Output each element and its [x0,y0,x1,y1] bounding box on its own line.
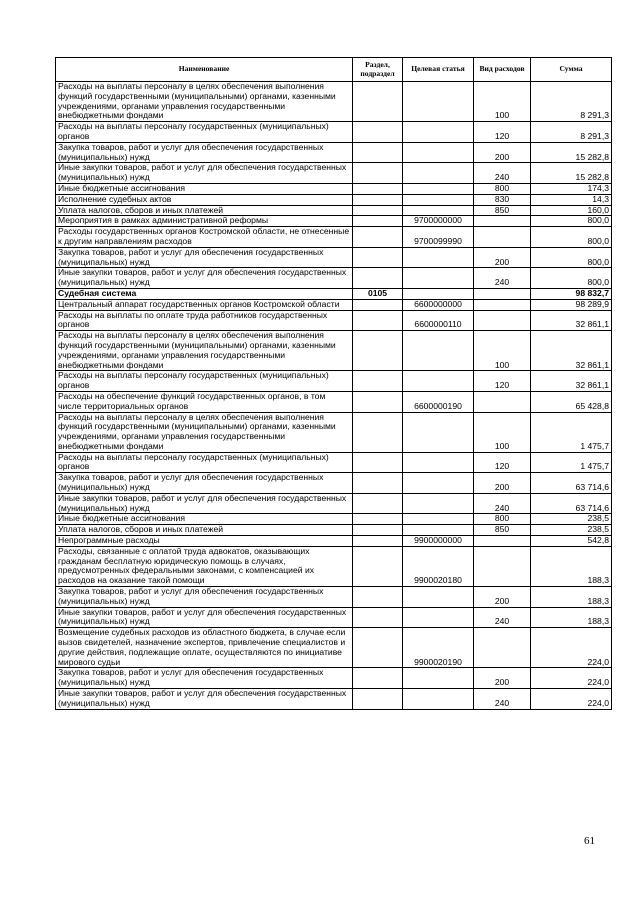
cell-sum: 224,0 [531,668,612,689]
cell-target [403,82,474,122]
cell-sum: 800,0 [531,216,612,227]
cell-target [403,183,474,194]
cell-target [403,288,474,299]
table-row [56,587,612,608]
cell-section [353,546,403,586]
cell-kind: 850 [474,525,531,536]
cell-target [403,163,474,184]
cell-name: Расходы на выплаты персоналу государственных (муниципальных) органов [56,122,353,143]
cell-kind [474,216,531,227]
cell-section [353,689,403,710]
cell-kind: 800 [474,514,531,525]
cell-sum: 65 428,8 [531,391,612,412]
cell-name: Расходы на выплаты персоналу в целях обеспечения выполнения функций государственными (муниципальными) органами, казенными учреждениями, органами управления государственными внебюджетными фондами [56,412,353,452]
cell-kind: 200 [474,247,531,268]
table-row [56,205,612,216]
header-row [56,58,612,82]
header-section: Раздел, подраздел [353,58,403,82]
header-kind: Вид расходов [474,58,531,82]
cell-target [403,142,474,163]
cell-sum: 14,3 [531,194,612,205]
table-row [56,391,612,412]
cell-name: Иные закупки товаров, работ и услуг для обеспечения государственных (муниципальных) нужд [56,607,353,628]
cell-sum: 8 291,3 [531,82,612,122]
table-body [56,82,612,710]
cell-kind: 240 [474,607,531,628]
cell-name: Судебная система [56,288,353,299]
cell-kind [474,546,531,586]
cell-section [353,194,403,205]
cell-kind: 200 [474,587,531,608]
cell-kind [474,310,531,331]
table-row [56,194,612,205]
cell-sum: 224,0 [531,628,612,668]
cell-sum: 98 832,7 [531,288,612,299]
cell-name: Иные бюджетные ассигнования [56,183,353,194]
cell-kind: 240 [474,163,531,184]
cell-name: Закупка товаров, работ и услуг для обеспечения государственных (муниципальных) нужд [56,587,353,608]
table-row [56,668,612,689]
cell-name: Расходы на выплаты персоналу государственных (муниципальных) органов [56,452,353,473]
cell-kind: 850 [474,205,531,216]
cell-sum: 1 475,7 [531,412,612,452]
cell-target: 9900000000 [403,536,474,547]
cell-kind [474,288,531,299]
table-row [56,514,612,525]
cell-sum: 542,8 [531,536,612,547]
cell-target [403,689,474,710]
cell-sum: 160,0 [531,205,612,216]
cell-sum: 174,3 [531,183,612,194]
cell-section [353,493,403,514]
cell-target [403,525,474,536]
cell-name: Уплата налогов, сборов и иных платежей [56,525,353,536]
cell-sum: 63 714,6 [531,473,612,494]
cell-name: Непрограммные расходы [56,536,353,547]
cell-kind [474,536,531,547]
cell-name: Закупка товаров, работ и услуг для обеспечения государственных (муниципальных) нужд [56,668,353,689]
table-row [56,288,612,299]
cell-target [403,247,474,268]
cell-target [403,205,474,216]
cell-kind [474,391,531,412]
cell-section [353,331,403,371]
cell-sum: 238,5 [531,514,612,525]
cell-name: Закупка товаров, работ и услуг для обеспечения государственных (муниципальных) нужд [56,247,353,268]
cell-target [403,607,474,628]
cell-kind [474,299,531,310]
cell-name: Иные закупки товаров, работ и услуг для обеспечения государственных (муниципальных) нужд [56,163,353,184]
cell-kind: 100 [474,412,531,452]
cell-sum: 15 282,8 [531,163,612,184]
cell-sum: 15 282,8 [531,142,612,163]
cell-name: Иные закупки товаров, работ и услуг для обеспечения государственных (муниципальных) нужд [56,493,353,514]
page-number: 61 [584,835,595,847]
cell-kind: 800 [474,183,531,194]
cell-target [403,668,474,689]
cell-kind: 120 [474,122,531,143]
cell-target [403,194,474,205]
cell-sum: 32 861,1 [531,371,612,392]
cell-section [353,247,403,268]
cell-name: Расходы на обеспечение функций государственных органов, в том числе территориальных органов [56,391,353,412]
cell-section [353,371,403,392]
cell-kind: 240 [474,268,531,289]
cell-target [403,371,474,392]
cell-sum: 8 291,3 [531,122,612,143]
cell-kind: 240 [474,493,531,514]
cell-kind [474,628,531,668]
cell-section [353,268,403,289]
cell-section [353,668,403,689]
cell-section [353,163,403,184]
cell-section [353,82,403,122]
cell-section [353,607,403,628]
cell-target: 6600000000 [403,299,474,310]
cell-target [403,493,474,514]
table-row [56,689,612,710]
table-row [56,183,612,194]
cell-sum: 188,3 [531,587,612,608]
cell-target: 6600000190 [403,391,474,412]
cell-section [353,310,403,331]
cell-name: Расходы государственных органов Костромской области, не отнесенные к другим направлениям расходов [56,227,353,248]
table-row [56,607,612,628]
cell-kind: 100 [474,331,531,371]
cell-sum: 188,3 [531,607,612,628]
cell-name: Уплата налогов, сборов и иных платежей [56,205,353,216]
cell-section [353,122,403,143]
cell-section [353,473,403,494]
table-row [56,227,612,248]
cell-name: Возмещение судебных расходов из областного бюджета, в случае если вызов свидетелей, назначение экспертов, привлечение специалистов и другие действия, подлежащие оплате, осуществляются по инициативе мирового судьи [56,628,353,668]
cell-target [403,587,474,608]
cell-kind: 200 [474,473,531,494]
table-row [56,525,612,536]
table-row [56,142,612,163]
cell-target: 9900020190 [403,628,474,668]
header-sum: Сумма [531,58,612,82]
table-row [56,268,612,289]
header-name: Наименование [56,58,353,82]
table-row [56,628,612,668]
cell-section [353,452,403,473]
cell-section [353,525,403,536]
cell-section: 0105 [353,288,403,299]
cell-section [353,299,403,310]
cell-target: 9900020180 [403,546,474,586]
table-row [56,493,612,514]
budget-table [55,57,612,710]
cell-sum: 800,0 [531,247,612,268]
cell-kind: 200 [474,142,531,163]
cell-name: Иные закупки товаров, работ и услуг для обеспечения государственных (муниципальных) нужд [56,268,353,289]
cell-sum: 1 475,7 [531,452,612,473]
cell-sum: 63 714,6 [531,493,612,514]
cell-kind: 120 [474,371,531,392]
cell-target [403,452,474,473]
table-row [56,82,612,122]
cell-name: Мероприятия в рамках административной реформы [56,216,353,227]
cell-name: Закупка товаров, работ и услуг для обеспечения государственных (муниципальных) нужд [56,142,353,163]
table-row [56,452,612,473]
cell-target [403,473,474,494]
cell-kind: 100 [474,82,531,122]
cell-kind: 240 [474,689,531,710]
cell-sum: 224,0 [531,689,612,710]
cell-target [403,268,474,289]
cell-target [403,331,474,371]
table-row [56,331,612,371]
cell-section [353,412,403,452]
cell-name: Иные закупки товаров, работ и услуг для обеспечения государственных (муниципальных) нужд [56,689,353,710]
cell-name: Расходы на выплаты по оплате труда работников государственных органов [56,310,353,331]
table-row [56,122,612,143]
table-row [56,536,612,547]
cell-target [403,514,474,525]
table-header [56,58,612,82]
cell-section [353,628,403,668]
cell-sum: 238,5 [531,525,612,536]
cell-sum: 32 861,1 [531,331,612,371]
cell-section [353,514,403,525]
cell-name: Расходы на выплаты персоналу в целях обеспечения выполнения функций государственными (муниципальными) органами, казенными учреждениями, органами управления государственными внебюджетными фондами [56,331,353,371]
header-target: Целевая статья [403,58,474,82]
table-row [56,247,612,268]
cell-sum: 800,0 [531,268,612,289]
cell-name: Расходы на выплаты персоналу в целях обеспечения выполнения функций государственными (муниципальными) органами, казенными учреждениями, органами управления государственными внебюджетными фондами [56,82,353,122]
cell-target: 9700099990 [403,227,474,248]
cell-name: Расходы на выплаты персоналу государственных (муниципальных) органов [56,371,353,392]
cell-name: Иные бюджетные ассигнования [56,514,353,525]
cell-sum: 800,0 [531,227,612,248]
cell-section [353,536,403,547]
cell-section [353,587,403,608]
table-row [56,299,612,310]
table-row [56,546,612,586]
table-row [56,163,612,184]
cell-name: Центральный аппарат государственных органов Костромской области [56,299,353,310]
cell-target: 6600000110 [403,310,474,331]
cell-section [353,205,403,216]
cell-name: Исполнение судебных актов [56,194,353,205]
cell-section [353,391,403,412]
table-row [56,310,612,331]
cell-section [353,227,403,248]
cell-target [403,122,474,143]
cell-section [353,183,403,194]
cell-target [403,412,474,452]
cell-kind: 830 [474,194,531,205]
cell-section [353,216,403,227]
cell-target: 9700000000 [403,216,474,227]
cell-sum: 32 861,1 [531,310,612,331]
cell-sum: 188,3 [531,546,612,586]
table-row [56,473,612,494]
cell-kind: 120 [474,452,531,473]
cell-name: Закупка товаров, работ и услуг для обеспечения государственных (муниципальных) нужд [56,473,353,494]
cell-kind: 200 [474,668,531,689]
cell-name: Расходы, связанные с оплатой труда адвокатов, оказывающих гражданам бесплатную юридическую помощь в случаях, предусмотренных федеральными законами, с компенсацией их расходов на оказание такой помощи [56,546,353,586]
table-row [56,412,612,452]
table-row [56,371,612,392]
cell-section [353,142,403,163]
cell-sum: 98 289,9 [531,299,612,310]
table-row [56,216,612,227]
cell-kind [474,227,531,248]
